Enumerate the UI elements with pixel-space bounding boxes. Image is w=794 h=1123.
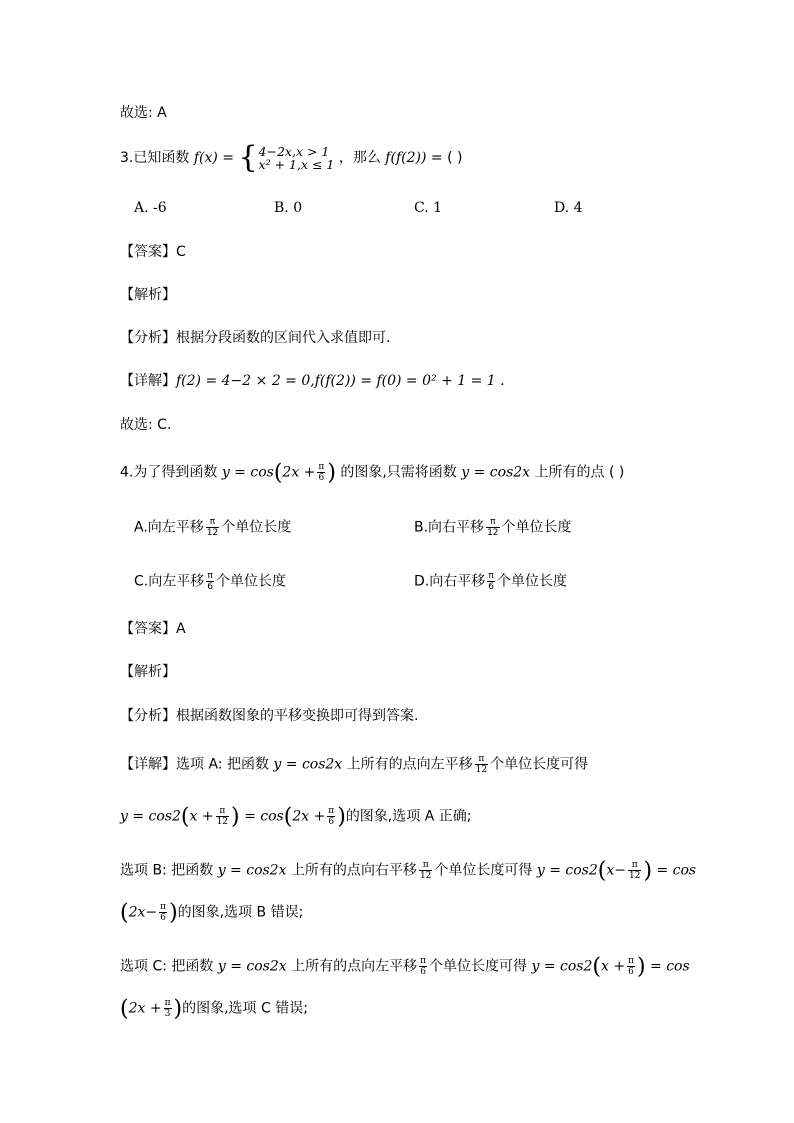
q3-analysis-head: 【解析】 [120,287,176,303]
q3-option-c: C. 1 [414,200,443,216]
q4-detail-a-line1: 【详解】选项 A: 把函数 y = cos2x 上所有的点向左平移 $\frac{\pi}{12}$ 个单位长度可得 [120,754,589,775]
q4-fenxi: 【分析】根据函数图象的平移变换即可得到答案. [120,708,419,724]
q4-analysis-head: 【解析】 [120,664,176,680]
q3-option-d: D. 4 [554,200,583,216]
q4-option-a: A.向左平移 $\frac{\pi}{12}$ 个单位长度 [134,517,292,538]
q3-conclusion: 故选: C. [120,417,172,433]
q4-option-c: C.向左平移 $\frac{\pi}{6}$ 个单位长度 [134,571,286,592]
q3-option-a: A. -6 [134,200,167,216]
q4-detail-b-line2: (2x− $\frac{\pi}{6}$ )的图象,选项 B 错误; [120,900,304,926]
q3-answer: 【答案】C [120,244,186,260]
q4-option-d: D.向右平移 $\frac{\pi}{6}$ 个单位长度 [414,571,567,592]
q4-answer: 【答案】A [120,621,186,637]
q3-option-b: B. 0 [274,200,303,216]
q3-fenxi: 【分析】根据分段函数的区间代入求值即可. [120,330,391,346]
piecewise-cases: 4−2x,x > 1 x² + 1,x ≤ 1 [258,144,335,172]
q4-detail-b-line1: 选项 B: 把函数 y = cos2x 上所有的点向右平移 $\frac{\pi}{12}$ 个单位长度可得 y = cos2(x− $\frac{\pi}{12}$ ) = cos [120,858,697,884]
q4-detail-a-line2: y = cos2(x + $\frac{\pi}{12}$ ) = cos(2x + $\frac{\pi}{6}$ )的图象,选项 A 正确; [120,804,472,830]
q4-stem: 4.为了得到函数 y = cos(2x + $\frac{\pi}{6}$ ) 的图象,只需将函数 y = cos2x 上所有的点 ( ) [120,460,625,486]
q4-option-b: B.向右平移 $\frac{\pi}{12}$ 个单位长度 [414,517,572,538]
q4-detail-c-line2: (2x + $\frac{\pi}{3}$ )的图象,选项 C 错误; [120,996,308,1022]
q3-stem: 3.已知函数 f(x) = { 4−2x,x > 1 x² + 1,x ≤ 1 ，那么 f(f(2)) = ( ) [120,140,463,175]
prev-conclusion: 故选: A [120,105,167,121]
piecewise-brace: { [238,140,258,175]
q4-detail-c-line1: 选项 C: 把函数 y = cos2x 上所有的点向左平移 $\frac{\pi}{6}$ 个单位长度可得 y = cos2(x + $\frac{\pi}{6}$ ) = cos [120,954,690,980]
q3-f-lhs: f(x) = [193,150,234,166]
fraction-pi-6: $\frac{\pi}{6}$ [318,462,325,483]
q3-xiangjie: 【详解】f(2) = 4−2 × 2 = 0,f(f(2)) = f(0) = 0² + 1 = 1 . [120,373,505,389]
